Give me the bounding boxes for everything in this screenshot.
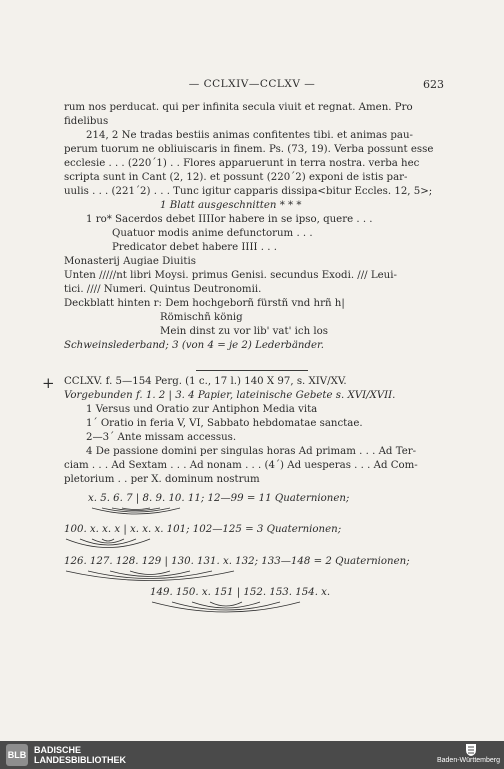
quire-arc xyxy=(66,571,234,581)
quire-arc xyxy=(210,602,242,606)
text-line: uulis . . . (221´2) . . . Tunc igitur capparis dissipa<bitur Eccles. 12, 5>; xyxy=(64,186,433,197)
text-line: Unten /////nt libri Moysi. primus Genisi. secundus Exodi. /// Leui- xyxy=(64,270,397,281)
text-line: pletorium . . per X. dominum nostrum xyxy=(64,474,260,485)
text-line: 1 Blatt ausgeschnitten * * * xyxy=(160,200,302,211)
text-line: Mein dinst zu vor lib' vat' ich los xyxy=(160,326,329,337)
library-name xyxy=(34,745,126,765)
quire-arc xyxy=(130,571,170,575)
text-line: Predicator debet habere IIII . . . xyxy=(112,242,277,253)
quire-arc xyxy=(192,602,260,608)
quire-arc xyxy=(110,571,190,577)
text-line: ciam . . . Ad Sextam . . . Ad nonam . . . (4´) Ad uesperas . . . Ad Com- xyxy=(64,460,418,471)
text-line: Vorgebunden f. 1. 2 | 3. 4 Papier, lateinische Gebete s. XVI/XVII. xyxy=(64,390,396,401)
text-line: CCLXV. f. 5—154 Perg. (1 c., 17 l.) 140 X 97, s. XIV/XV. xyxy=(64,376,347,387)
text-line: 1´ Oratio in feria V, VI, Sabbato hebdomatae sanctae. xyxy=(86,418,363,429)
library-name-line2: LANDESBIBLIOTHEK xyxy=(34,755,126,765)
quire-formula: 100. x. x. x | x. x. x. 101; 102—125 = 3 Quaternionen; xyxy=(64,524,342,535)
library-name-line1: BADISCHE xyxy=(34,745,82,755)
quire-formula: x. 5. 6. 7 | 8. 9. 10. 11; 12—99 = 11 Quaternionen; xyxy=(88,493,350,504)
quire-arc xyxy=(80,539,136,545)
text-line: 1 Versus und Oratio zur Antiphon Media vita xyxy=(86,404,318,415)
footer-bar xyxy=(0,741,504,769)
state-name: Baden-Württemberg xyxy=(436,757,500,764)
text-line: Quatuor modis anime defunctorum . . . xyxy=(112,228,313,239)
text-line: scripta sunt in Cant (2, 12). et possunt (220´2) exponi de istis par- xyxy=(64,172,408,183)
text-line: fidelibus xyxy=(64,116,109,127)
text-line: tici. //// Numeri. Quintus Deutronomii. xyxy=(64,284,262,295)
text-line: rum nos perducat. qui per infinita secula viuit et regnat. Amen. Pro xyxy=(64,102,413,113)
text-line: Deckblatt hinten r: Dem hochgeborñ fürstñ vnd hrñ h| xyxy=(64,298,345,309)
page-header: — CCLXIV—CCLXV — xyxy=(188,78,316,90)
text-line: 2—3´ Ante missam accessus. xyxy=(86,432,237,443)
text-line: Römischñ könig xyxy=(160,312,243,323)
page-number: 623 xyxy=(423,78,444,91)
text-line: Schweinslederband; 3 (von 4 = je 2) Lederbänder. xyxy=(64,340,325,351)
text-line: ecclesie . . . (220´1) . . Flores apparuerunt in terra nostra. verba hec xyxy=(64,158,420,169)
text-line: 214, 2 Ne tradas bestiis animas confitentes tibi. et animas pau- xyxy=(86,130,413,141)
quire-formula: 126. 127. 128. 129 | 130. 131. x. 132; 133—148 = 2 Quaternionen; xyxy=(64,556,410,567)
quire-arc xyxy=(102,508,170,512)
coat-of-arms-icon xyxy=(464,743,478,757)
text-line: perum tuorum ne obliuiscaris in finem. Ps. (73, 19). Verba possunt esse xyxy=(64,144,434,155)
quire-arc xyxy=(122,508,150,510)
text-line: 1 ro* Sacerdos debet IIIIor habere in se ipso, quere . . . xyxy=(86,214,373,225)
blb-logo: BLB xyxy=(6,744,28,766)
margin-marker: + xyxy=(42,374,55,392)
text-line: Monasterij Augiae Diuitis xyxy=(64,256,196,267)
quire-arc xyxy=(152,602,300,612)
text-line: 4 De passione domini per singulas horas Ad primam . . . Ad Ter- xyxy=(86,446,417,457)
quire-arc xyxy=(102,539,114,541)
quire-formula: 149. 150. x. 151 | 152. 153. 154. x. xyxy=(150,587,331,598)
